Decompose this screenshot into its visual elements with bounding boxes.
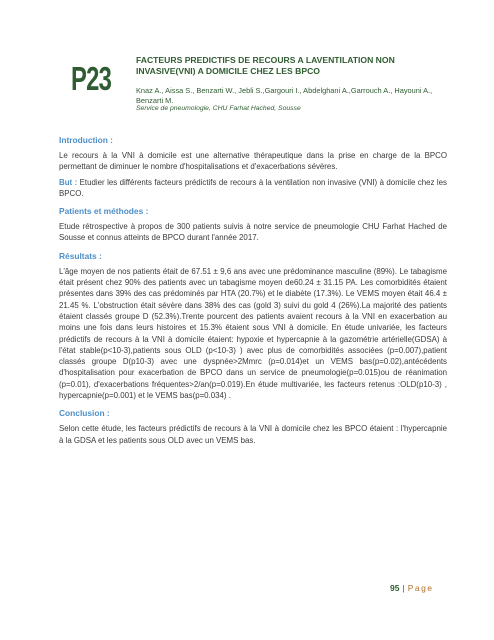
article-body bbox=[59, 135, 447, 447]
conclusion-heading: Conclusion : bbox=[59, 408, 110, 419]
page-label: Page bbox=[407, 583, 434, 593]
affiliation: Service de pneumologie, CHU Farhat Hached, Sousse bbox=[136, 105, 301, 112]
objective-label: But : bbox=[59, 177, 78, 187]
page-number: 95 bbox=[390, 583, 400, 593]
poster-header bbox=[57, 52, 437, 124]
conclusion-text: Selon cette étude, les facteurs prédictifs de recours à la VNI à domicile chez les BPCO étaient : l'hypercapnie à la GDSA et les patients sous OLD avec un VEMS bas. bbox=[59, 424, 447, 445]
results-heading: Résultats : bbox=[59, 250, 102, 261]
methods-text: Etude rétrospective à propos de 300 patients suivis à notre service de pneumologie CHU Farhat Hached de Sousse et connus atteints de BPCO durant l'année 2017. bbox=[59, 222, 447, 243]
objective-text: Etudier les différents facteurs prédictifs de recours à la ventilation non invasive (VNI) à domicile chez les BPCO. bbox=[59, 177, 447, 198]
article-title: FACTEURS PREDICTIFS DE RECOURS A LAVENTILATION NON INVASIVE(VNI) A DOMICILE CHEZ LES BPCO bbox=[136, 55, 395, 76]
results-text: L'âge moyen de nos patients était de 67.51 ± 9,6 ans avec une prédominance masculine (89%). Le tabagisme était présent chez 90% des patients avec un tabagisme moyen de60.24 ± 31.15 PA. Les comorbidités étaient présentes dans 39% des cas prédominés par HTA (20.7%) et le diabète (17.3%). Le VEMS moyen était 46.4 ± 21.45 %. L'obstruction était sévère dans 38% des cas (gold 3) suivi du gold 4 (26%).La majorité des patients étaient classés groupe D (52.3%).Trente pourcent des patients avaient recours à la VNI en exacerbation au moins une fois dans leurs histoires et 15.3% étaient sous VNI à domicile. En étude univariée, les facteurs prédictifs de recours à la VNI à domicile étaient: hypoxie et hypercapnie à la gazométrie artérielle(GDSA) à l'état stable(p<10-3),patients sous OLD (p<10-3) ) avec plus de comorbidités associées (p=0.007),patient classés groupe D(p10-3) avec une dyspnée>2Mmrc (p=0.014)et un VEMS bas(p=0.02),antécédents d'hospitalisation pour exacerbation de BPCO dans un service de pneumologie(p=0.015)ou de réanimation (p=0.01), d'exacerbations fréquentes>2/an(p=0.019).En étude multivariée, les facteurs retenus :OLD(p10-3) , hypercapnie(p=0.001) et le VEMS bas(p=0.034) . bbox=[59, 266, 447, 401]
author-list: Knaz A., Aissa S., Benzarti W., Jebli S.,Gargouri I., Abdelghani A.,Garrouch A., Hayouni A., Benzarti M. bbox=[136, 86, 433, 105]
poster-code: P23 bbox=[71, 60, 112, 97]
page-footer bbox=[390, 583, 434, 593]
footer-separator: | bbox=[402, 583, 405, 593]
objective-paragraph bbox=[59, 177, 447, 200]
introduction-heading: Introduction : bbox=[59, 135, 113, 145]
methods-heading: Patients et méthodes : bbox=[59, 206, 149, 217]
introduction-text: Le recours à la VNI à domicile est une alternative thérapeutique dans la prise en charge de la BPCO permettant de diminuer le nombre d'hospitalisations et d'exacerbations sévères. bbox=[59, 151, 447, 172]
